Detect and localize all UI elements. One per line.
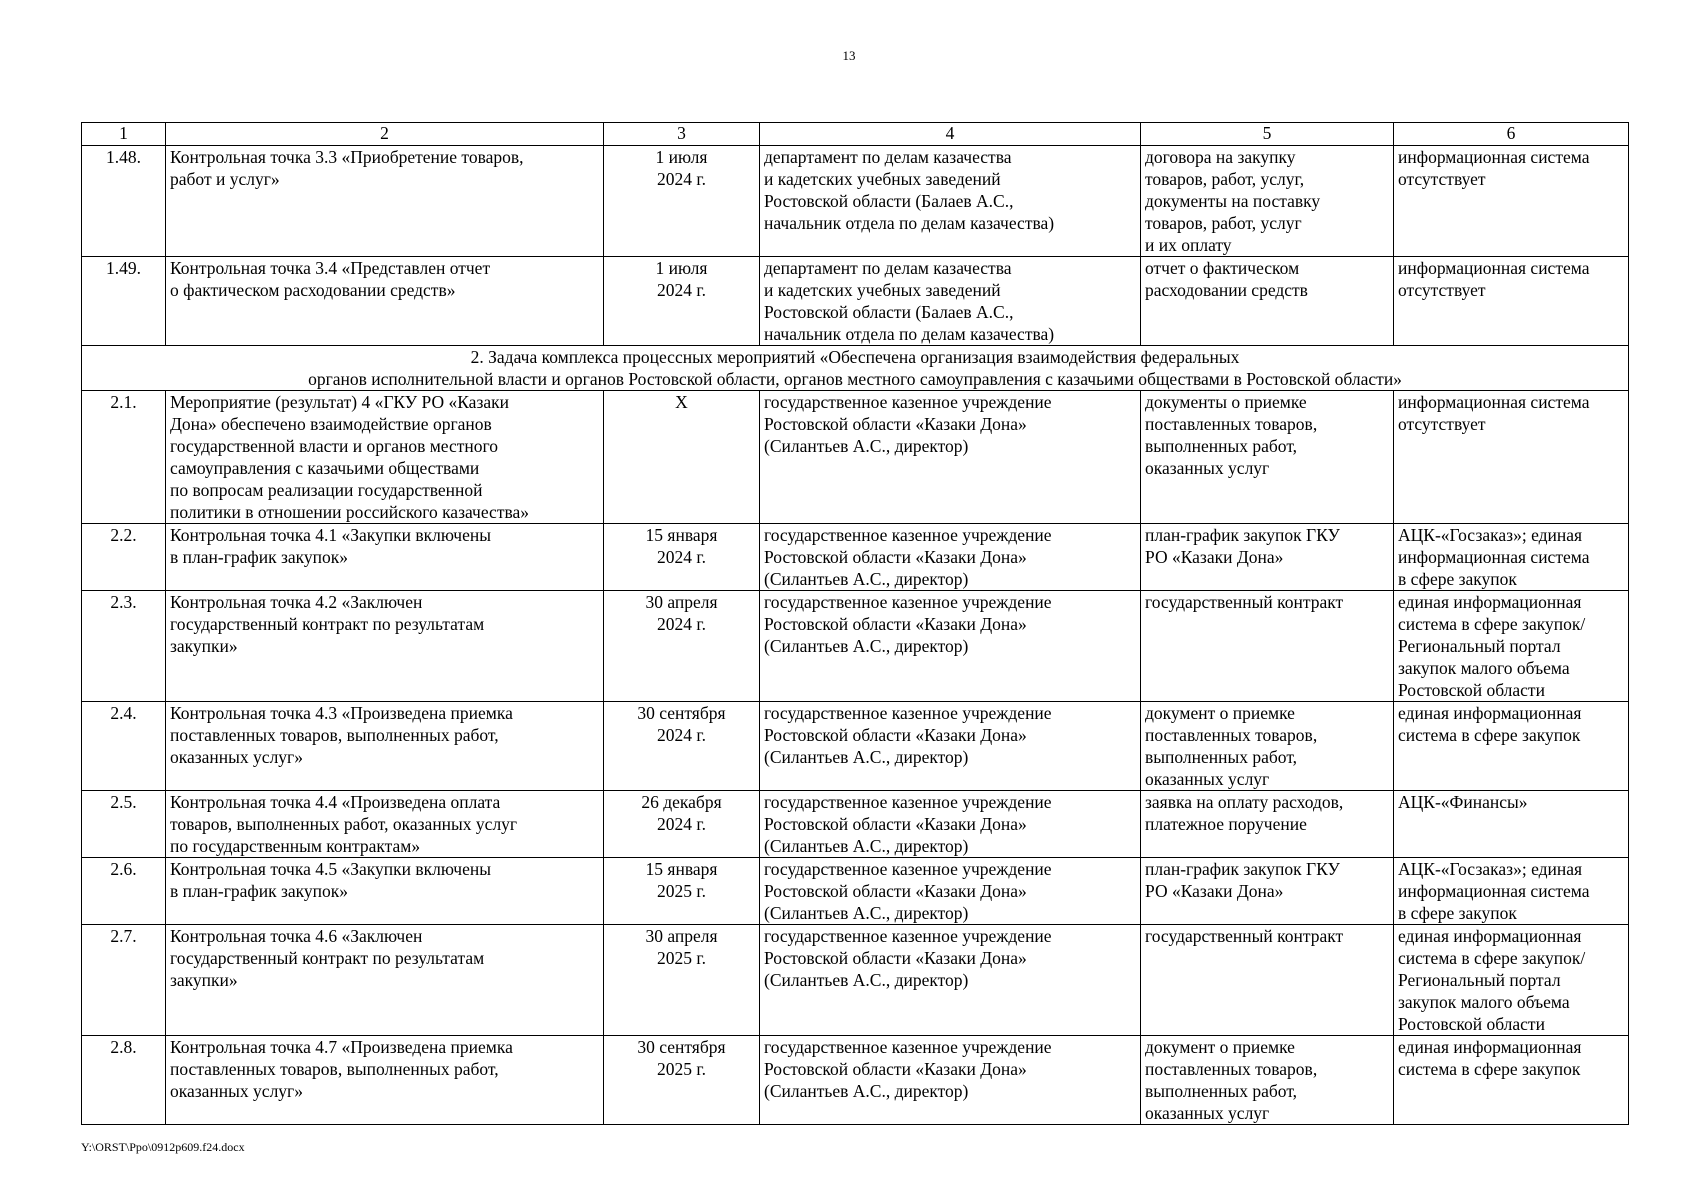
item-number-cell: 2.3. bbox=[82, 591, 166, 702]
info-system-cell: АЦК-«Госзаказ»; единая информационная система в сфере закупок bbox=[1394, 858, 1629, 925]
info-system-cell: единая информационная система в сфере закупок/ Региональный портал закупок малого объема Ростовской области bbox=[1394, 591, 1629, 702]
item-name-cell: Контрольная точка 3.3 «Приобретение товаров, работ и услуг» bbox=[166, 146, 604, 257]
page-number: 13 bbox=[842, 48, 856, 63]
item-name-cell: Контрольная точка 4.3 «Произведена приемка поставленных товаров, выполненных работ, оказанных услуг» bbox=[166, 702, 604, 791]
responsible-cell: государственное казенное учреждение Ростовской области «Казаки Дона» (Силантьев А.С., директор) bbox=[760, 702, 1141, 791]
column-number: 5 bbox=[1141, 123, 1394, 146]
document-cell: отчет о фактическом расходовании средств bbox=[1141, 257, 1394, 346]
column-number: 2 bbox=[166, 123, 604, 146]
document-cell: документы о приемке поставленных товаров, выполненных работ, оказанных услуг bbox=[1141, 391, 1394, 524]
control-points-table bbox=[81, 122, 1629, 1125]
document-cell: документ о приемке поставленных товаров, выполненных работ, оказанных услуг bbox=[1141, 702, 1394, 791]
item-number-cell: 1.48. bbox=[82, 146, 166, 257]
table-row bbox=[82, 858, 1629, 925]
table-row bbox=[82, 1036, 1629, 1125]
item-name-cell: Контрольная точка 4.2 «Заключен государственный контракт по результатам закупки» bbox=[166, 591, 604, 702]
item-number-cell: 2.4. bbox=[82, 702, 166, 791]
section-heading: 2. Задача комплекса процессных мероприятий «Обеспечена организация взаимодействия федеральных органов исполнительной власти и органов Ростовской области, органов местного самоуправления с казачьими обществами в Ростовской области» bbox=[82, 346, 1629, 391]
due-date-cell: 30 сентября 2024 г. bbox=[604, 702, 760, 791]
file-path-footer: Y:\ORST\Ppo\0912p609.f24.docx bbox=[81, 1140, 245, 1154]
table-row bbox=[82, 702, 1629, 791]
item-name-cell: Контрольная точка 4.7 «Произведена приемка поставленных товаров, выполненных работ, оказанных услуг» bbox=[166, 1036, 604, 1125]
item-name-cell: Контрольная точка 4.1 «Закупки включены в план-график закупок» bbox=[166, 524, 604, 591]
info-system-cell: АЦК-«Финансы» bbox=[1394, 791, 1629, 858]
column-number: 1 bbox=[82, 123, 166, 146]
due-date-cell: 1 июля 2024 г. bbox=[604, 146, 760, 257]
table-row bbox=[82, 257, 1629, 346]
table-row bbox=[82, 391, 1629, 524]
column-number-row bbox=[82, 123, 1629, 146]
item-number-cell: 2.6. bbox=[82, 858, 166, 925]
info-system-cell: информационная система отсутствует bbox=[1394, 257, 1629, 346]
due-date-cell: 30 апреля 2024 г. bbox=[604, 591, 760, 702]
item-number-cell: 2.1. bbox=[82, 391, 166, 524]
column-number: 3 bbox=[604, 123, 760, 146]
document-cell: государственный контракт bbox=[1141, 925, 1394, 1036]
due-date-cell: 30 сентября 2025 г. bbox=[604, 1036, 760, 1125]
info-system-cell: информационная система отсутствует bbox=[1394, 146, 1629, 257]
info-system-cell: единая информационная система в сфере закупок bbox=[1394, 702, 1629, 791]
due-date-cell: 15 января 2024 г. bbox=[604, 524, 760, 591]
info-system-cell: АЦК-«Госзаказ»; единая информационная система в сфере закупок bbox=[1394, 524, 1629, 591]
responsible-cell: департамент по делам казачества и кадетских учебных заведений Ростовской области (Балаев А.С., начальник отдела по делам казачества) bbox=[760, 146, 1141, 257]
info-system-cell: единая информационная система в сфере закупок/ Региональный портал закупок малого объема Ростовской области bbox=[1394, 925, 1629, 1036]
responsible-cell: государственное казенное учреждение Ростовской области «Казаки Дона» (Силантьев А.С., директор) bbox=[760, 1036, 1141, 1125]
document-cell: договора на закупку товаров, работ, услуг, документы на поставку товаров, работ, услуг и их оплату bbox=[1141, 146, 1394, 257]
due-date-cell: 30 апреля 2025 г. bbox=[604, 925, 760, 1036]
item-name-cell: Контрольная точка 3.4 «Представлен отчет о фактическом расходовании средств» bbox=[166, 257, 604, 346]
item-name-cell: Контрольная точка 4.5 «Закупки включены в план-график закупок» bbox=[166, 858, 604, 925]
document-cell: план-график закупок ГКУ РО «Казаки Дона» bbox=[1141, 524, 1394, 591]
item-number-cell: 1.49. bbox=[82, 257, 166, 346]
due-date-cell: 1 июля 2024 г. bbox=[604, 257, 760, 346]
responsible-cell: государственное казенное учреждение Ростовской области «Казаки Дона» (Силантьев А.С., директор) bbox=[760, 524, 1141, 591]
info-system-cell: информационная система отсутствует bbox=[1394, 391, 1629, 524]
section-heading-row bbox=[82, 346, 1629, 391]
due-date-cell: 15 января 2025 г. bbox=[604, 858, 760, 925]
responsible-cell: государственное казенное учреждение Ростовской области «Казаки Дона» (Силантьев А.С., директор) bbox=[760, 791, 1141, 858]
table-row bbox=[82, 791, 1629, 858]
item-number-cell: 2.8. bbox=[82, 1036, 166, 1125]
item-name-cell: Мероприятие (результат) 4 «ГКУ РО «Казаки Дона» обеспечено взаимодействие органов государственной власти и органов местного самоуправления с казачьими обществами по вопросам реализации государственной политики в отношении российского казачества» bbox=[166, 391, 604, 524]
info-system-cell: единая информационная система в сфере закупок bbox=[1394, 1036, 1629, 1125]
column-number: 6 bbox=[1394, 123, 1629, 146]
due-date-cell: 26 декабря 2024 г. bbox=[604, 791, 760, 858]
item-number-cell: 2.2. bbox=[82, 524, 166, 591]
item-name-cell: Контрольная точка 4.4 «Произведена оплата товаров, выполненных работ, оказанных услуг по государственным контрактам» bbox=[166, 791, 604, 858]
responsible-cell: государственное казенное учреждение Ростовской области «Казаки Дона» (Силантьев А.С., директор) bbox=[760, 591, 1141, 702]
table-row bbox=[82, 146, 1629, 257]
table-row bbox=[82, 925, 1629, 1036]
responsible-cell: государственное казенное учреждение Ростовской области «Казаки Дона» (Силантьев А.С., директор) bbox=[760, 858, 1141, 925]
responsible-cell: государственное казенное учреждение Ростовской области «Казаки Дона» (Силантьев А.С., директор) bbox=[760, 925, 1141, 1036]
responsible-cell: государственное казенное учреждение Ростовской области «Казаки Дона» (Силантьев А.С., директор) bbox=[760, 391, 1141, 524]
item-name-cell: Контрольная точка 4.6 «Заключен государственный контракт по результатам закупки» bbox=[166, 925, 604, 1036]
table-row bbox=[82, 591, 1629, 702]
document-cell: заявка на оплату расходов, платежное поручение bbox=[1141, 791, 1394, 858]
due-date-cell: X bbox=[604, 391, 760, 524]
responsible-cell: департамент по делам казачества и кадетских учебных заведений Ростовской области (Балаев А.С., начальник отдела по делам казачества) bbox=[760, 257, 1141, 346]
item-number-cell: 2.5. bbox=[82, 791, 166, 858]
table-row bbox=[82, 524, 1629, 591]
item-number-cell: 2.7. bbox=[82, 925, 166, 1036]
document-cell: план-график закупок ГКУ РО «Казаки Дона» bbox=[1141, 858, 1394, 925]
column-number: 4 bbox=[760, 123, 1141, 146]
document-cell: документ о приемке поставленных товаров, выполненных работ, оказанных услуг bbox=[1141, 1036, 1394, 1125]
document-cell: государственный контракт bbox=[1141, 591, 1394, 702]
